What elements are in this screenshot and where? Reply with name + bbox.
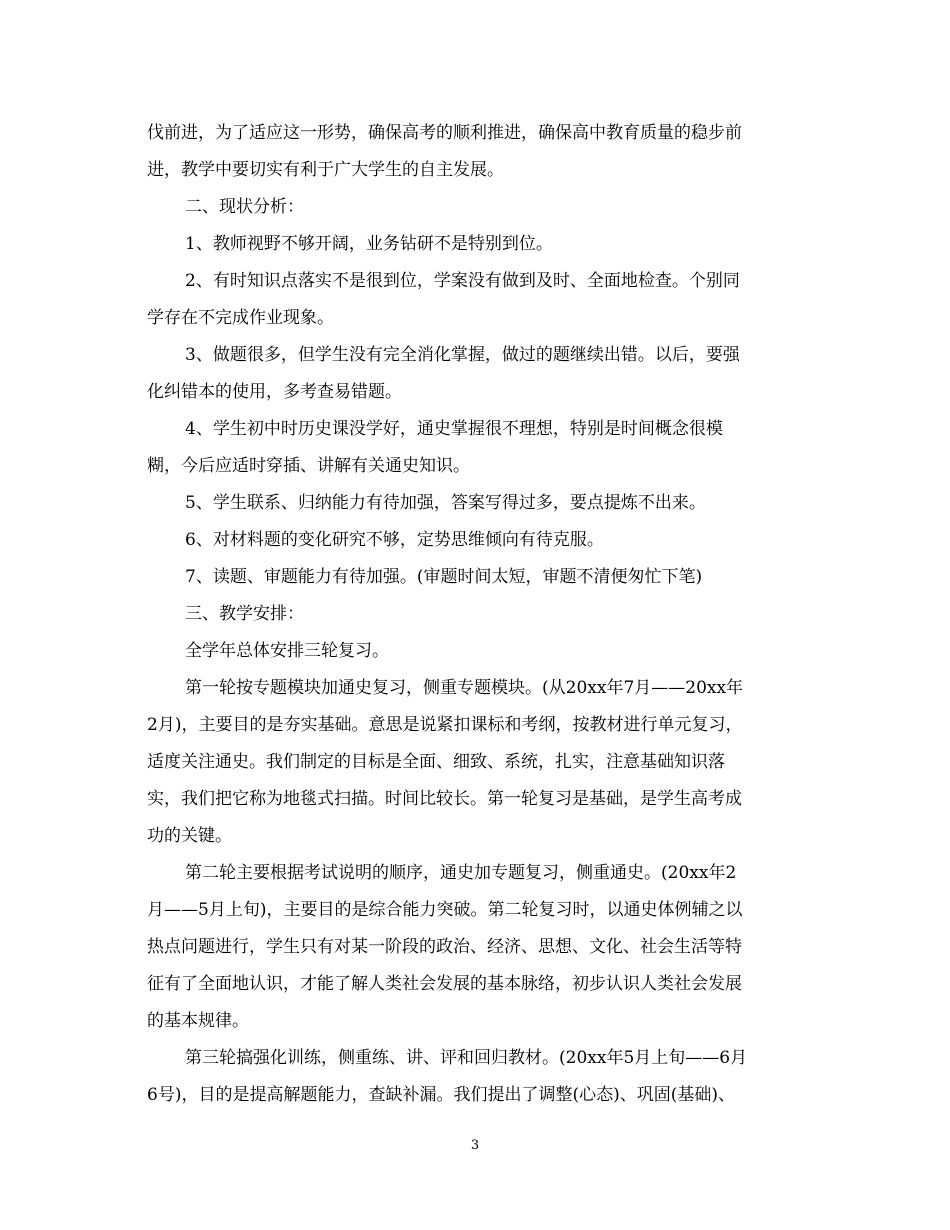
text-line: 5、学生联系、归纳能力有待加强，答案写得过多，要点提炼不出来。	[185, 493, 706, 513]
text-line: 月——5月上旬)，主要目的是综合能力突破。第二轮复习时，以通史体例辅之以	[147, 900, 743, 920]
text-line: 征有了全面地认识，才能了解人类社会发展的基本脉络，初步认识人类社会发展	[147, 974, 742, 994]
text-line: 第一轮按专题模块加通史复习，侧重专题模块。(从20xx年7月——20xx年	[185, 678, 744, 698]
text-line: 适度关注通史。我们制定的目标是全面、细致、系统，扎实，注意基础知识落	[147, 752, 725, 772]
text-line: 第二轮主要根据考试说明的顺序，通史加专题复习，侧重通史。(20xx年2	[185, 863, 737, 883]
text-line: 化纠错本的使用，多考查易错题。	[147, 382, 402, 402]
text-line: 4、学生初中时历史课没学好，通史掌握很不理想，特别是时间概念很模	[185, 419, 723, 439]
section-heading: 三、教学安排：	[185, 604, 304, 624]
text-line: 的基本规律。	[147, 1011, 249, 1031]
text-line: 2、有时知识点落实不是很到位，学案没有做到及时、全面地检查。个别同	[185, 271, 740, 291]
text-line: 2月)，主要目的是夯实基础。意思是说紧扣课标和考纲，按教材进行单元复习，	[147, 715, 743, 735]
text-line: 6、对材料题的变化研究不够，定势思维倾向有待克服。	[185, 530, 604, 550]
section-heading: 二、现状分析：	[185, 197, 304, 217]
page-number: 3	[470, 1138, 480, 1153]
text-line: 3、做题很多，但学生没有完全消化掌握，做过的题继续出错。以后，要强	[185, 345, 740, 365]
text-line: 学存在不完成作业现象。	[147, 308, 334, 328]
text-line: 进，教学中要切实有利于广大学生的自主发展。	[147, 160, 504, 180]
text-line: 糊，今后应适时穿插、讲解有关通史知识。	[147, 456, 470, 476]
text-line: 第三轮搞强化训练，侧重练、讲、评和回归教材。(20xx年5月上旬——6月	[185, 1048, 748, 1068]
text-line: 伐前进，为了适应这一形势，确保高考的顺利推进，确保高中教育质量的稳步前	[147, 123, 742, 143]
text-line: 热点问题进行，学生只有对某一阶段的政治、经济、思想、文化、社会生活等特	[147, 937, 742, 957]
text-line: 1、教师视野不够开阔，业务钻研不是特别到位。	[185, 234, 553, 254]
text-line: 全学年总体安排三轮复习。	[185, 641, 389, 661]
text-line: 功的关键。	[147, 826, 232, 846]
text-line: 实，我们把它称为地毯式扫描。时间比较长。第一轮复习是基础，是学生高考成	[147, 789, 742, 809]
text-line: 7、读题、审题能力有待加强。(审题时间太短，审题不清便匆忙下笔)	[185, 567, 703, 587]
text-line: 6号)，目的是提高解题能力，查缺补漏。我们提出了调整(心态)、巩固(基础)、	[147, 1085, 735, 1105]
